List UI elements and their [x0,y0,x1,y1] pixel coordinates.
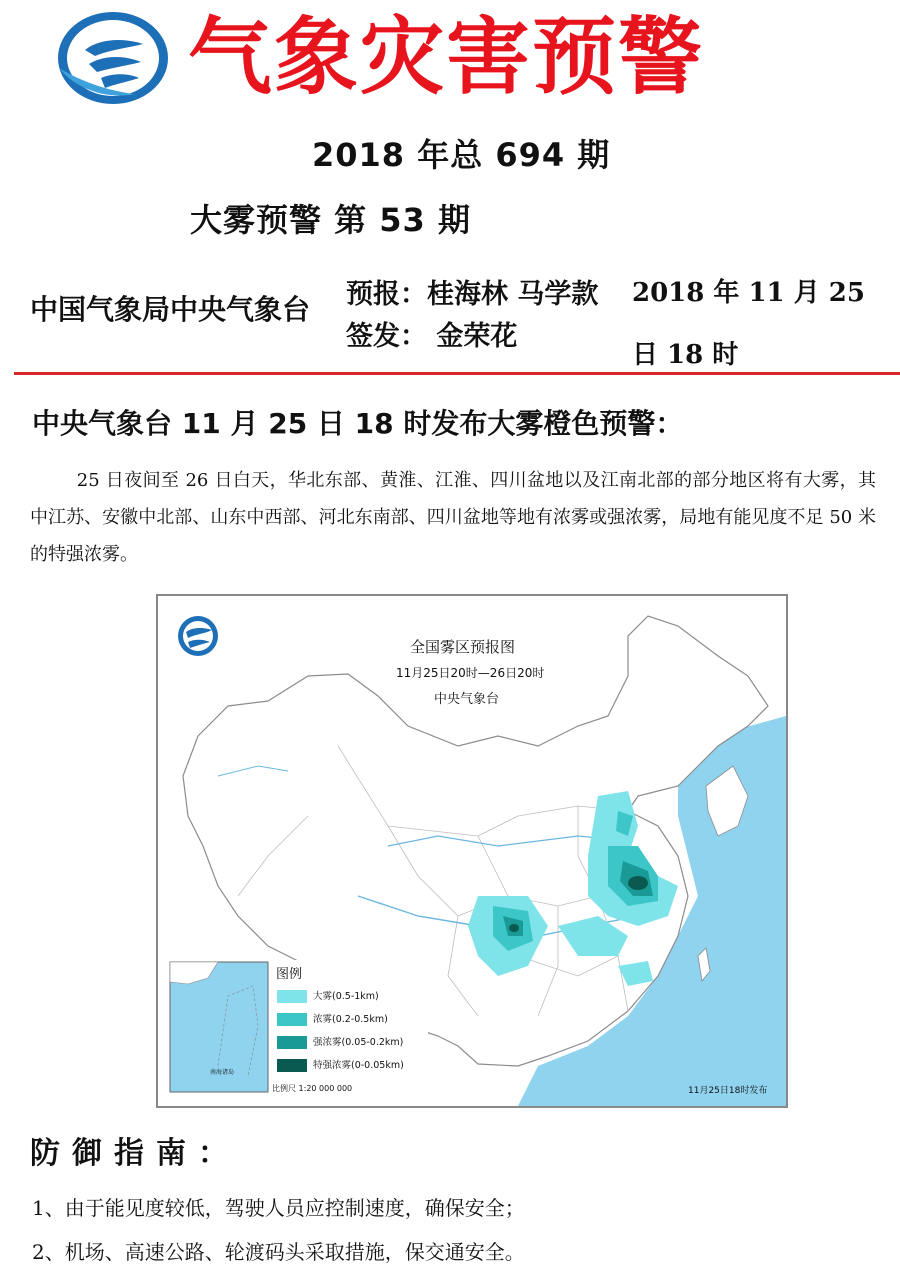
issue-datetime: 2018 年 11 月 25 日 18 时 [632,278,865,370]
legend-item [277,1013,437,1027]
inset-label: 南海诸岛 [210,1069,235,1076]
issue-total-number: 2018 年总 694 期 [312,136,611,174]
fog-warning-issue-number: 大雾预警 第 53 期 [190,201,471,239]
legend-label: 浓雾(0.2-0.5km) [313,1014,388,1025]
warning-headline: 中央气象台 11 月 25 日 18 时发布大雾橙色预警： [32,407,684,440]
guidance-title: 防御指南： [30,1136,240,1171]
legend-item [277,1036,437,1050]
forecaster-names: 预报：桂海林 马学款 [346,279,599,310]
guidance-item: 2、机场、高速公路、轮渡码头采取措施，保交通安全。 [32,1240,525,1264]
legend-swatch [277,1059,307,1072]
legend-label: 大雾(0.5-1km) [313,991,379,1002]
issuing-agency: 中国气象局中央气象台 [30,293,311,326]
legend-swatch [277,1036,307,1049]
red-divider [14,372,900,375]
map-forecast-period: 11月25日20时—26日20时 [396,666,545,680]
legend-label: 强浓雾(0.05-0.2km) [313,1037,404,1048]
legend-label: 特强浓雾(0-0.05km) [313,1060,404,1071]
map-scale: 比例尺 1:20 000 000 [272,1084,353,1093]
map-agency: 中央气象台 [434,692,500,707]
map-issue-stamp: 11月25日18时发布 [688,1086,768,1096]
legend-swatch [277,1013,307,1026]
legend-swatch [277,990,307,1003]
bulletin-title: 气象灾害预警 [188,7,705,106]
legend-title: 图例 [276,967,303,982]
map-title: 全国雾区预报图 [410,638,516,656]
signer-name: 签发： 金荣花 [346,321,518,352]
legend-item [277,1059,437,1073]
legend-item [277,990,437,1004]
cma-logo-icon [55,8,171,108]
warning-body: 25 日夜间至 26 日白天，华北东部、黄淮、江淮、四川盆地以及江南北部的部分地区将有大雾，其中江苏、安徽中北部、山东中西部、河北东南部、四川盆地等地有浓雾或强浓雾，局地有能见度不足 50 米的特强浓雾。 [30,470,876,565]
guidance-item: 1、由于能见度较低，驾驶人员应控制速度，确保安全； [32,1196,525,1220]
